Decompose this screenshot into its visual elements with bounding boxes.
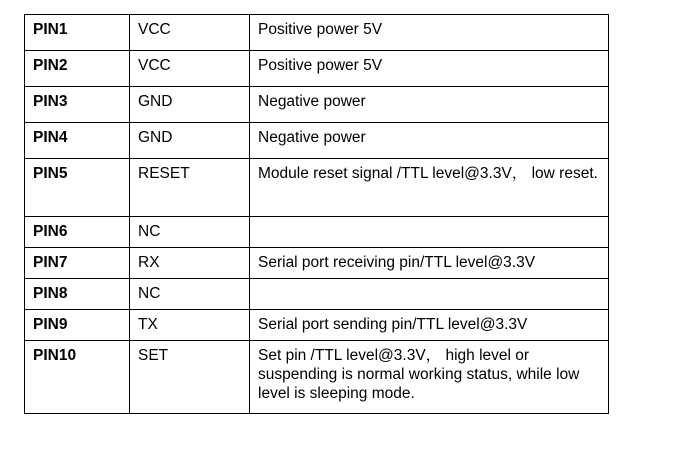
table-row	[25, 51, 609, 87]
pin-description-cell: Serial port sending pin/TTL level@3.3V	[250, 310, 609, 341]
pin-number-cell: PIN1	[25, 15, 130, 51]
pin-description-cell: Serial port receiving pin/TTL level@3.3V	[250, 248, 609, 279]
pin-signal-cell: TX	[130, 310, 250, 341]
pin-number-cell: PIN6	[25, 217, 130, 248]
pin-description-cell	[250, 217, 609, 248]
pin-description-cell	[250, 279, 609, 310]
pin-description-cell: Negative power	[250, 87, 609, 123]
pin-number-cell: PIN8	[25, 279, 130, 310]
pin-signal-cell: SET	[130, 341, 250, 414]
table-row	[25, 248, 609, 279]
pin-description-cell: Module reset signal /TTL level@3.3V， low reset.	[250, 159, 609, 217]
pin-description-cell: Set pin /TTL level@3.3V， high level or suspending is normal working status, while low level is sleeping mode.	[250, 341, 609, 414]
table-row	[25, 87, 609, 123]
table-row	[25, 123, 609, 159]
table-row	[25, 341, 609, 414]
pin-table-body	[25, 15, 609, 414]
pin-signal-cell: RX	[130, 248, 250, 279]
pin-number-cell: PIN2	[25, 51, 130, 87]
pin-signal-cell: VCC	[130, 15, 250, 51]
table-row	[25, 279, 609, 310]
pin-definition-table	[24, 14, 609, 414]
pin-signal-cell: NC	[130, 217, 250, 248]
pin-signal-cell: VCC	[130, 51, 250, 87]
pin-number-cell: PIN9	[25, 310, 130, 341]
pin-signal-cell: GND	[130, 87, 250, 123]
pin-signal-cell: NC	[130, 279, 250, 310]
pin-number-cell: PIN3	[25, 87, 130, 123]
pin-signal-cell: RESET	[130, 159, 250, 217]
pin-number-cell: PIN10	[25, 341, 130, 414]
table-row	[25, 15, 609, 51]
pin-description-cell: Positive power 5V	[250, 15, 609, 51]
pin-number-cell: PIN5	[25, 159, 130, 217]
table-row	[25, 159, 609, 217]
pin-number-cell: PIN7	[25, 248, 130, 279]
pin-number-cell: PIN4	[25, 123, 130, 159]
pin-description-cell: Positive power 5V	[250, 51, 609, 87]
pin-description-cell: Negative power	[250, 123, 609, 159]
table-row	[25, 310, 609, 341]
pin-signal-cell: GND	[130, 123, 250, 159]
table-row	[25, 217, 609, 248]
